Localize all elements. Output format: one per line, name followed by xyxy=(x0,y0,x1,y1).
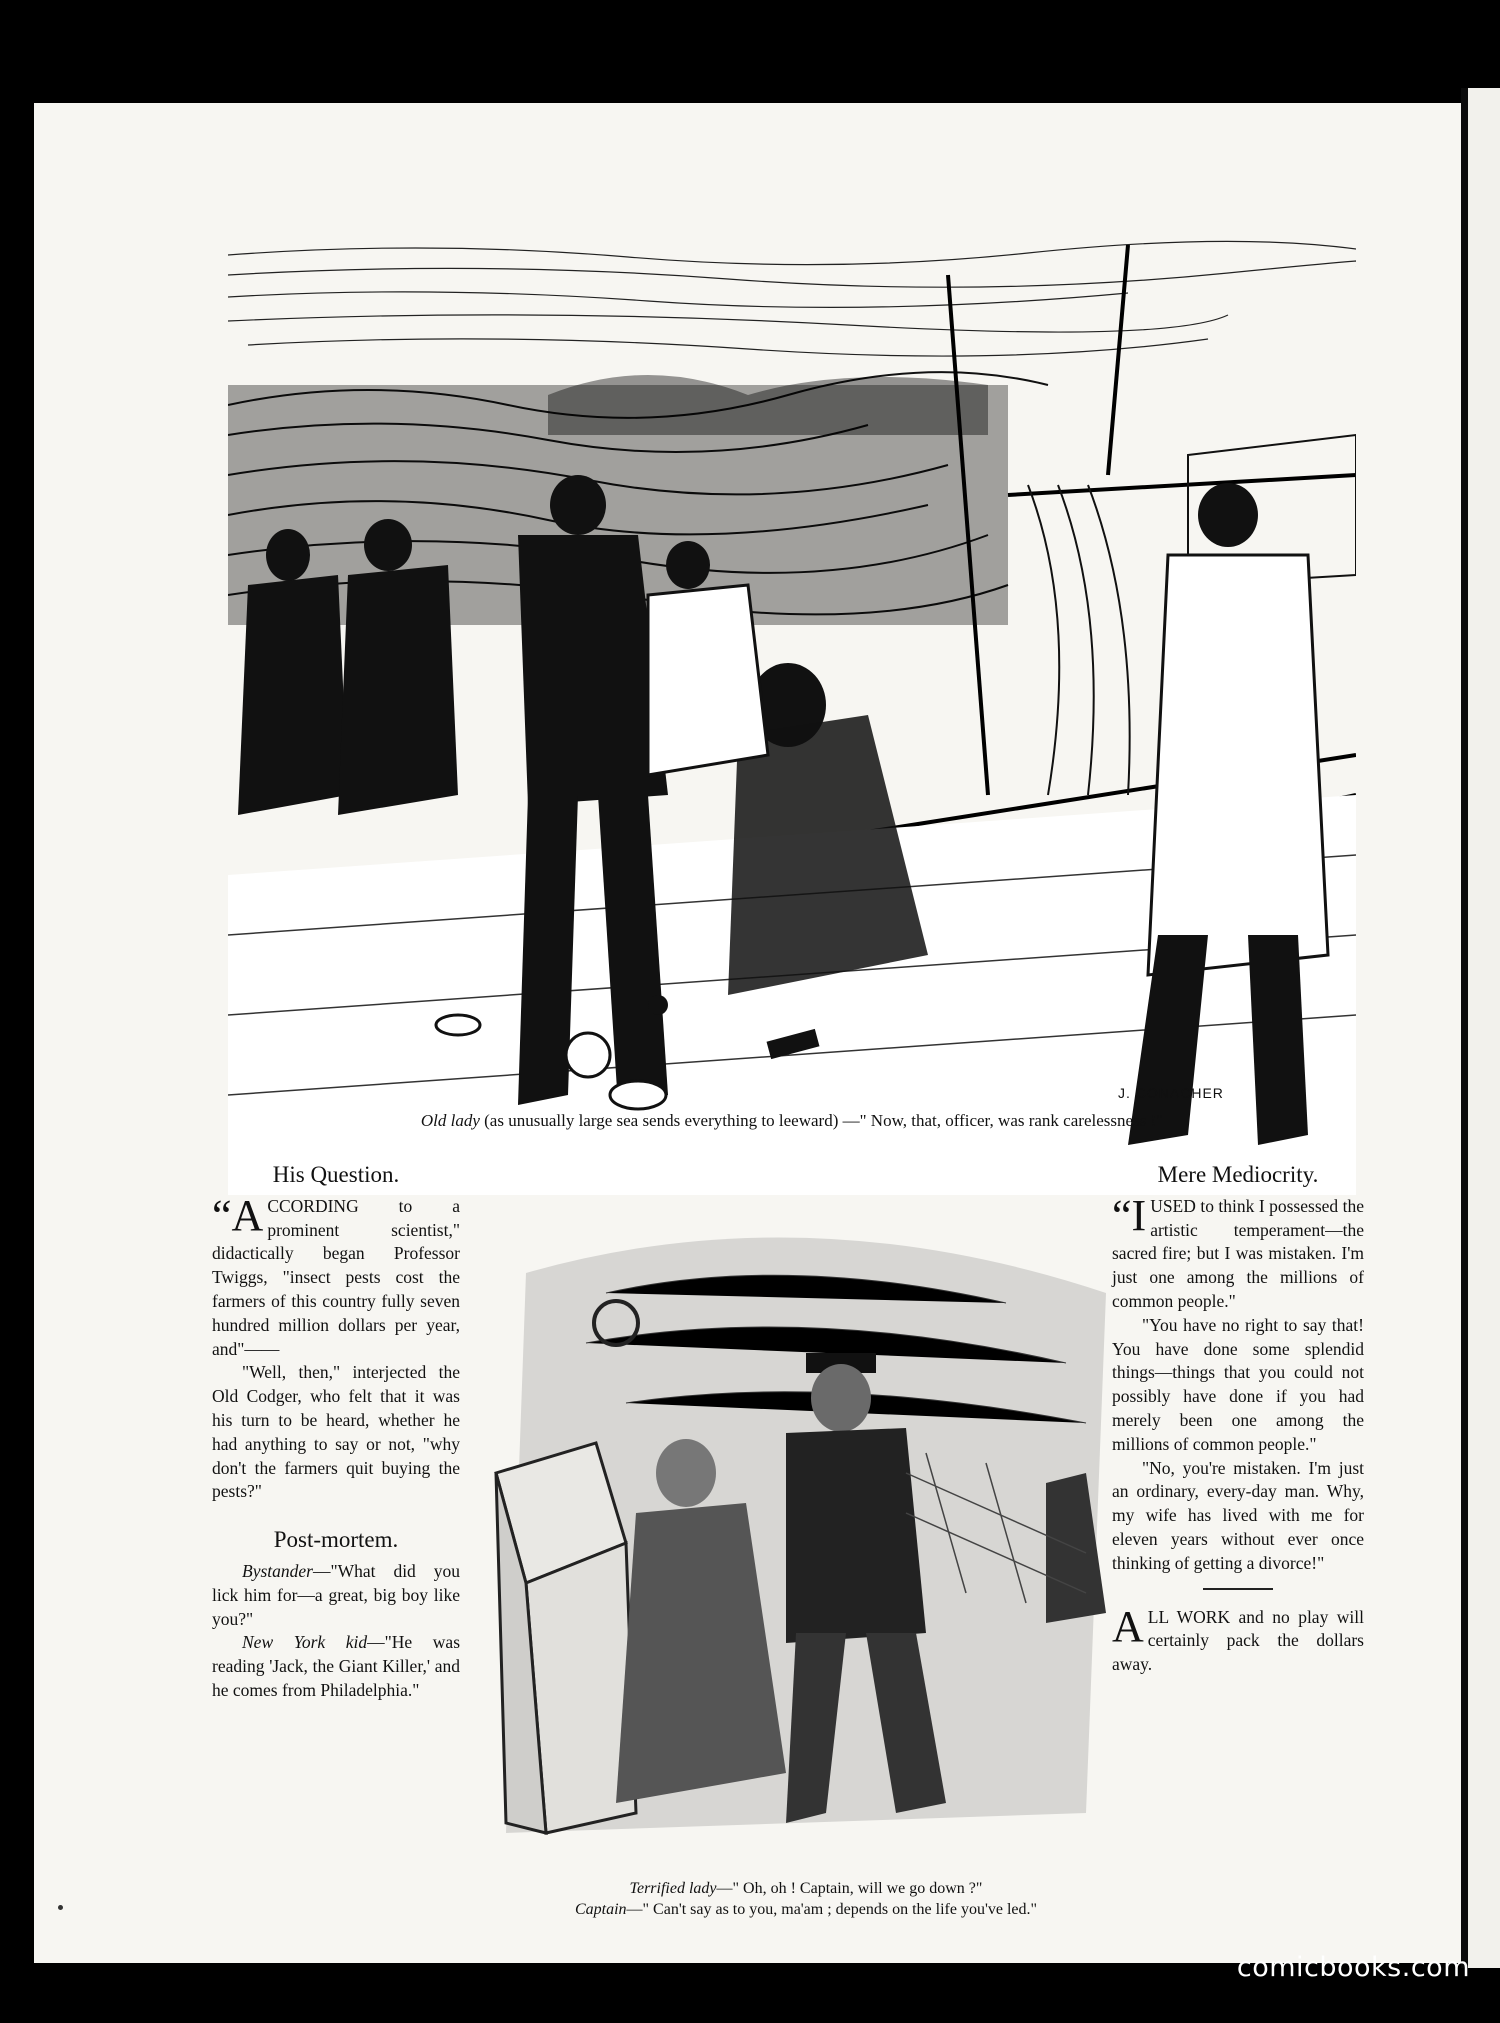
post-mortem-heading: Post-mortem. xyxy=(273,1527,399,1553)
mere-mediocrity-heading: Mere Mediocrity. xyxy=(1157,1162,1319,1187)
cabin-illustration xyxy=(486,1213,1126,1863)
speck xyxy=(58,1905,63,1910)
caption-line-2: Captain—" Can't say as to you, ma'am ; depends on the life you've led." xyxy=(574,1901,1038,1918)
page-gutter xyxy=(1461,88,1468,1968)
post-mortem-paragraph-2: New York kid—"He was reading 'Jack, the Giant Killer,' and he comes from Philadelphia." xyxy=(212,1632,460,1700)
drop-cap: “A xyxy=(212,1190,264,1240)
drop-cap: “I xyxy=(1112,1190,1147,1240)
left-column xyxy=(212,1153,460,1703)
his-question-paragraph-1: “A CCORDING to a prominent scientist," didactically began Professor Twiggs, "insect pests cost the farmers of this country fully seven hundred million dollars per year, and"—— xyxy=(212,1190,460,1359)
adjacent-page-edge xyxy=(1468,88,1500,1968)
bottom-cartoon-caption xyxy=(486,1878,1126,1920)
divider xyxy=(1203,1588,1273,1590)
right-column xyxy=(1112,1153,1364,1677)
mere-mediocrity-paragraph-2: "You have no right to say that! You have done some splendid things—things that you could not possibly have done if you had merely been one among the millions of common people." xyxy=(1112,1314,1364,1454)
cabin-cartoon xyxy=(486,1213,1126,1863)
caption-text: (as unusually large sea sends everything to leeward) —" Now, that, officer, was rank carelessness !" xyxy=(484,1111,1164,1130)
top-cartoon-caption xyxy=(228,1111,1356,1131)
all-work-paragraph: ALL WORK and no play will certainly pack the dollars away. xyxy=(1112,1601,1364,1675)
mere-mediocrity-paragraph-1: “I USED to think I possessed the artistic temperament—the sacred fire; but I was mistaken. I'm just one among the millions of common people." xyxy=(1112,1190,1364,1311)
his-question-paragraph-2: "Well, then," interjected the Old Codger, who felt that it was his turn to be heard, whether he had anything to say or not, "why don't the farmers quit buying the pests?" xyxy=(212,1362,460,1502)
his-question-heading: His Question. xyxy=(272,1162,400,1187)
artist-signature: J. CONACHER xyxy=(1118,1085,1224,1101)
ship-deck-cartoon xyxy=(228,235,1356,1195)
caption-speaker: Old lady xyxy=(420,1111,480,1130)
magazine-page xyxy=(34,103,1461,1963)
drop-cap: A xyxy=(1112,1601,1144,1651)
caption-line-1: Terrified lady—" Oh, oh ! Captain, will we go down ?" xyxy=(629,1880,983,1897)
mere-mediocrity-paragraph-3: "No, you're mistaken. I'm just an ordinary, every-day man. Why, my wife has lived with me for eleven years without ever once thinking of getting a divorce!" xyxy=(1112,1457,1364,1573)
ship-deck-illustration xyxy=(228,235,1356,1195)
watermark: comicbooks.com xyxy=(1236,1952,1470,1983)
post-mortem-paragraph-1: Bystander—"What did you lick him for—a great, big boy like you?" xyxy=(212,1560,460,1629)
